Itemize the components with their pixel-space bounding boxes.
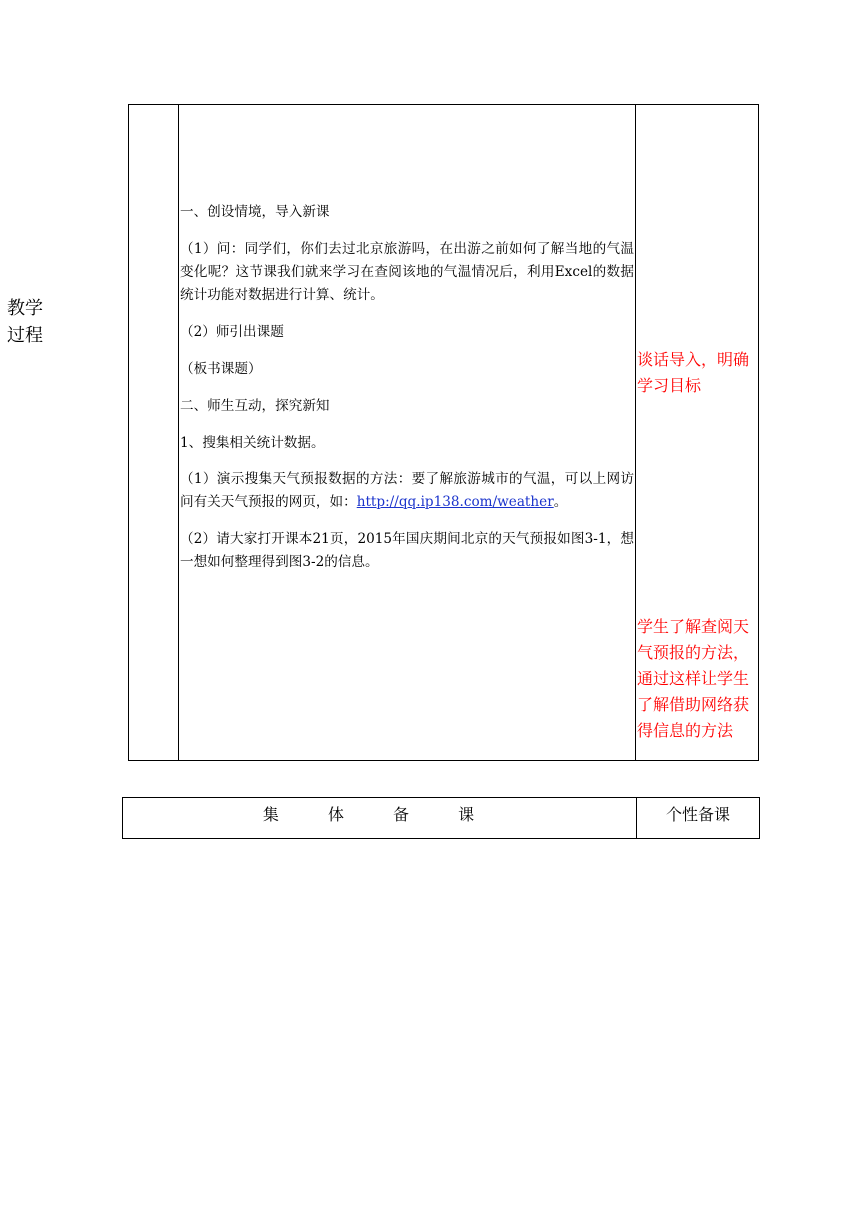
paragraph-collect: 1、搜集相关统计数据。	[180, 435, 325, 451]
paragraph-question: （1）问：同学们，你们去过北京旅游吗，在出游之前如何了解当地的气温变化呢？这节课我们就来学习在查阅该地的气温情况后，利用Excel的数据统计功能对数据进行计算、统计。	[180, 241, 634, 303]
section-label: 教学过程	[7, 298, 43, 346]
paragraph-board: （板书课题）	[180, 361, 262, 377]
note-method: 学生了解查阅天气预报的方法，通过这样让学生了解借助网络获得信息的方法	[637, 617, 750, 740]
collective-prep-header: 集 体 备 课	[262, 805, 497, 824]
note-intro: 谈话导入，明确学习目标	[637, 350, 750, 395]
paragraph-demo	[180, 468, 634, 514]
paragraph-textbook: （2）请大家打开课本21页，2015年国庆期间北京的天气预报如图3-1，想一想如何整理得到图3-2的信息。	[180, 531, 634, 570]
demo-text: （1）演示搜集天气预报数据的方法：要了解旅游城市的气温，可以上网访问有关天气预报的网页，如：	[180, 471, 634, 510]
link-suffix: 。	[553, 494, 568, 510]
paragraph-intro-heading: 一、创设情境，导入新课	[180, 204, 330, 220]
personal-prep-header: 个性备课	[665, 805, 730, 824]
paragraph-topic: （2）师引出课题	[180, 324, 284, 340]
label-column	[129, 105, 179, 760]
prep-table	[122, 797, 760, 839]
paragraph-explore-heading: 二、师生互动，探究新知	[180, 398, 330, 414]
weather-link[interactable]: http://qq.ip138.com/weather	[356, 494, 554, 510]
